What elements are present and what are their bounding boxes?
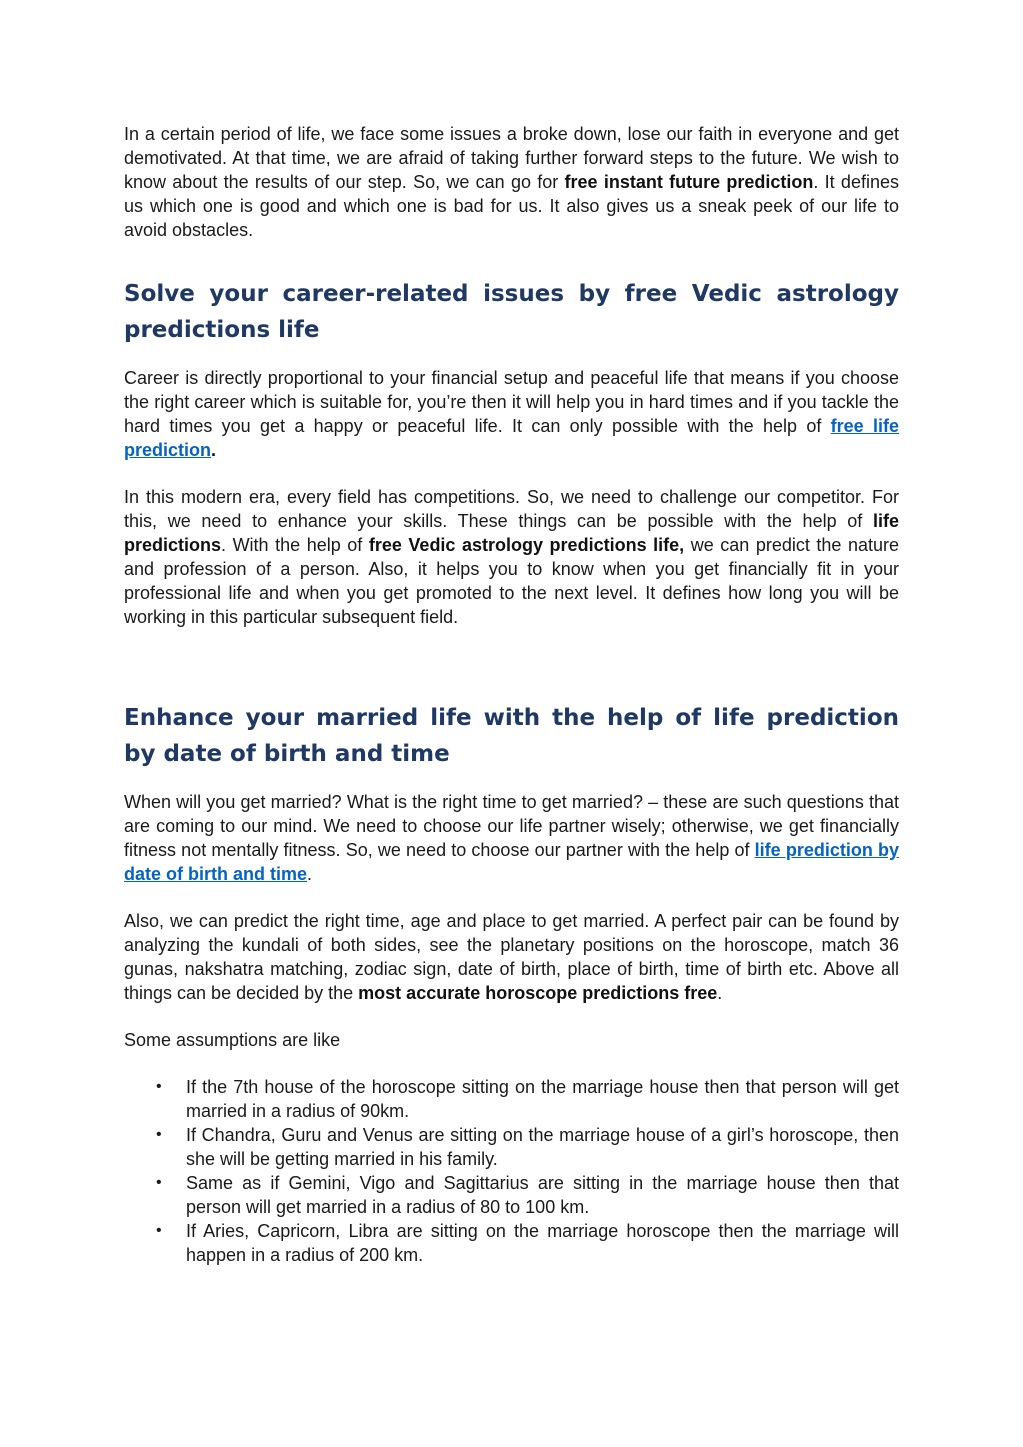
modern-era-text-2: . With the help of: [221, 535, 369, 555]
vedic-predictions-bold: free Vedic astrology predictions life,: [368, 535, 685, 555]
marriage-period: .: [307, 864, 313, 884]
marriage-paragraph: [124, 790, 899, 886]
kundali-text: Also, we can predict the right time, age and place to get married. A perfect pair can be found by analyzing the kundali of both sides, see the planetary positions on the horoscope, match 36 gunas, nakshatra matching, zodiac sign, date of birth, place of birth, time of birth etc. Above all things can be decided by the: [124, 911, 899, 1003]
document-page: [124, 122, 899, 1267]
intro-paragraph: [124, 122, 899, 242]
list-item: • If Aries, Capricorn, Libra are sitting on the marriage horoscope then the marriage will happen in a radius of 200 km.: [186, 1219, 899, 1267]
life-predictions-bold: life predictions: [124, 511, 899, 555]
life-prediction-dob-link[interactable]: life prediction by date of birth and time: [124, 840, 899, 884]
married-life-heading: Enhance your married life with the help of life prediction by date of birth and time: [124, 705, 899, 767]
list-item: • If the 7th house of the horoscope sitting on the marriage house then that person will get married in a radius of 90km.: [186, 1075, 899, 1123]
intro-bold-phrase: free instant future prediction: [564, 172, 814, 192]
free-life-prediction-link[interactable]: free life prediction: [124, 416, 900, 460]
horoscope-bold: most accurate horoscope predictions free: [358, 983, 718, 1003]
kundali-period: .: [717, 983, 723, 1003]
career-paragraph: [124, 366, 899, 462]
marriage-text: When will you get married? What is the right time to get married? – these are such questions that are coming to our mind. We need to choose our life partner wisely; otherwise, we get financially fitness not mentally fitness. So, we need to choose our partner with the help of: [124, 792, 899, 860]
intro-text: In a certain period of life, we face some issues a broke down, lose our faith in everyone and get demotivated. At that time, we are afraid of taking further forward steps to the future. We wish to know about the results of our step. So, we can go for: [124, 124, 899, 192]
list-item: • Same as if Gemini, Vigo and Sagittarius are sitting in the marriage house then that person will get married in a radius of 80 to 100 km.: [186, 1171, 899, 1219]
assumptions-list: [124, 1075, 899, 1267]
career-period: .: [211, 440, 217, 460]
assumptions-intro: Some assumptions are like: [124, 1030, 341, 1050]
intro-text-end: . It defines us which one is good and which one is bad for us. It also gives us a sneak peek of our life to avoid obstacles.: [124, 172, 899, 240]
list-item: • If Chandra, Guru and Venus are sitting on the marriage house of a girl’s horoscope, then she will be getting married in his family.: [186, 1123, 899, 1171]
modern-era-text-3: we can predict the nature and profession of a person. Also, it helps you to know when you get financially fit in your professional life and when you get promoted to the next level. It defines how long you will be working in this particular subsequent field.: [124, 535, 900, 627]
career-text: Career is directly proportional to your financial setup and peaceful life that means if you choose the right career which is suitable for, you’re then it will help you in hard times and if you tackle the hard times you get a happy or peaceful life. It can only possible with the help of: [124, 368, 899, 436]
modern-era-paragraph: [124, 485, 899, 629]
modern-era-text: In this modern era, every field has competitions. So, we need to challenge our competitor. For this, we need to enhance your skills. These things can be possible with the help of: [124, 487, 899, 531]
kundali-paragraph: [124, 909, 899, 1005]
career-heading: Solve your career-related issues by free Vedic astrology predictions life: [124, 281, 899, 343]
